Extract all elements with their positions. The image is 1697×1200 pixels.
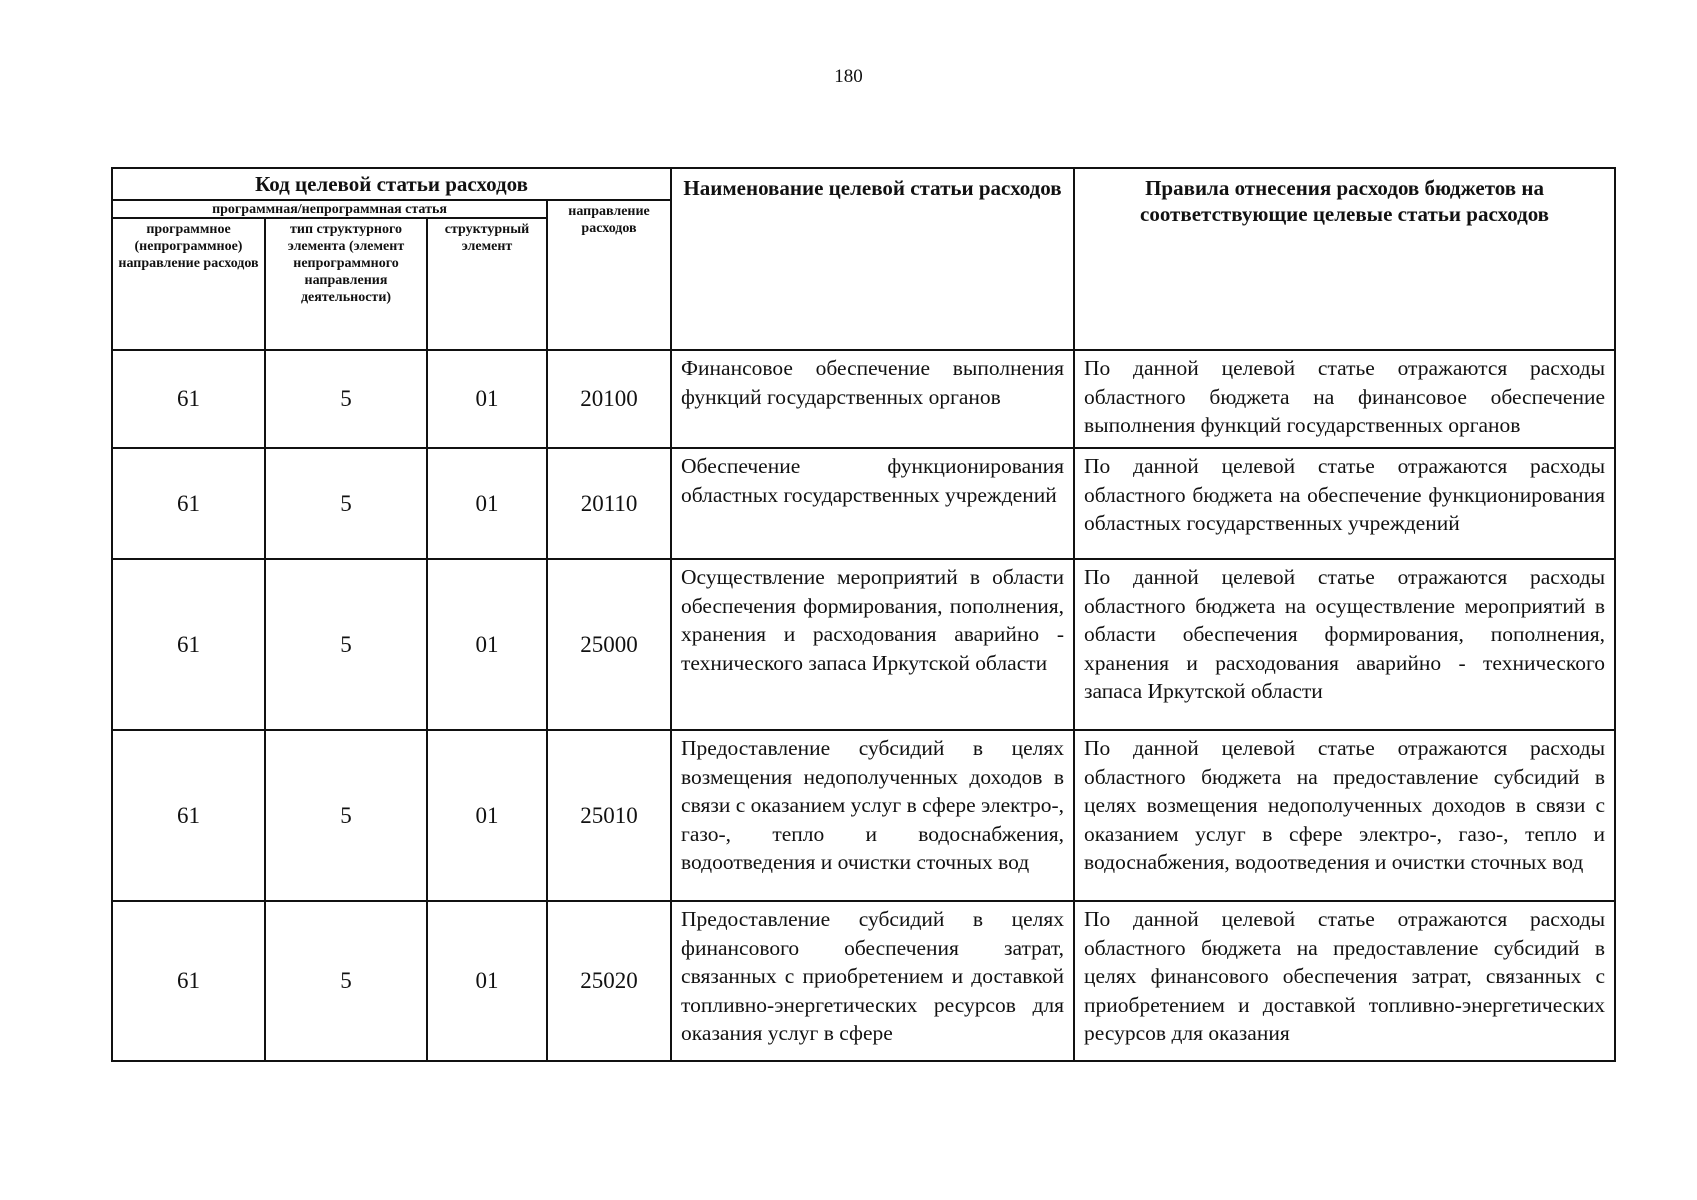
cell-direction: 25020 [547, 901, 671, 1061]
header-name: Наименование целевой статьи расходов [671, 168, 1074, 350]
cell-type: 5 [265, 730, 427, 901]
table-row [112, 730, 1615, 901]
cell-element: 01 [427, 559, 547, 730]
cell-direction: 25010 [547, 730, 671, 901]
cell-rule: По данной целевой статье отражаются расходы областного бюджета на предоставление субсидий в целях возмещения недополученных доходов в связи с оказанием услуг в сфере электро-, газо-, тепло и водоснабжения, водоотведения и очистки сточных вод [1074, 730, 1615, 901]
cell-name: Обеспечение функционирования областных государственных учреждений [671, 448, 1074, 559]
budget-classification-table [111, 167, 1616, 1062]
table-row [112, 350, 1615, 448]
cell-rule: По данной целевой статье отражаются расходы областного бюджета на осуществление мероприятий в области обеспечения формирования, пополнения, хранения и расходования аварийно - технического запаса Иркутской области [1074, 559, 1615, 730]
cell-name: Финансовое обеспечение выполнения функций государственных органов [671, 350, 1074, 448]
cell-direction: 25000 [547, 559, 671, 730]
cell-rule: По данной целевой статье отражаются расходы областного бюджета на обеспечение функционирования областных государственных учреждений [1074, 448, 1615, 559]
cell-direction: 20110 [547, 448, 671, 559]
cell-rule: По данной целевой статье отражаются расходы областного бюджета на финансовое обеспечение выполнения функций государственных органов [1074, 350, 1615, 448]
cell-element: 01 [427, 901, 547, 1061]
header-element-type: тип структурного элемента (элемент непрограммного направления деятельности) [265, 218, 427, 350]
cell-program: 61 [112, 901, 265, 1061]
cell-type: 5 [265, 448, 427, 559]
table-header-row-1 [112, 168, 1615, 200]
table-row [112, 901, 1615, 1061]
cell-name: Предоставление субсидий в целях финансового обеспечения затрат, связанных с приобретением и доставкой топливно-энергетических ресурсов для оказания услуг в сфере [671, 901, 1074, 1061]
table-row [112, 448, 1615, 559]
cell-rule: По данной целевой статье отражаются расходы областного бюджета на предоставление субсидий в целях финансового обеспечения затрат, связанных с приобретением и доставкой топливно-энергетических ресурсов для оказания [1074, 901, 1615, 1061]
header-structural-element: структурный элемент [427, 218, 547, 350]
header-expense-direction: направление расходов [547, 200, 671, 350]
cell-program: 61 [112, 350, 265, 448]
page-number: 180 [834, 66, 863, 87]
cell-element: 01 [427, 448, 547, 559]
header-program-group: программная/непрограммная статья [112, 200, 547, 218]
cell-type: 5 [265, 901, 427, 1061]
header-rules: Правила отнесения расходов бюджетов на соответствующие целевые статьи расходов [1074, 168, 1615, 350]
cell-type: 5 [265, 350, 427, 448]
header-code-group: Код целевой статьи расходов [112, 168, 671, 200]
cell-program: 61 [112, 730, 265, 901]
cell-element: 01 [427, 350, 547, 448]
table-row [112, 559, 1615, 730]
cell-program: 61 [112, 448, 265, 559]
cell-type: 5 [265, 559, 427, 730]
cell-element: 01 [427, 730, 547, 901]
cell-direction: 20100 [547, 350, 671, 448]
cell-program: 61 [112, 559, 265, 730]
header-program-direction: программное (непрограммное) направление расходов [112, 218, 265, 350]
cell-name: Предоставление субсидий в целях возмещения недополученных доходов в связи с оказанием услуг в сфере электро-, газо-, тепло и водоснабжения, водоотведения и очистки сточных вод [671, 730, 1074, 901]
cell-name: Осуществление мероприятий в области обеспечения формирования, пополнения, хранения и расходования аварийно - технического запаса Иркутской области [671, 559, 1074, 730]
